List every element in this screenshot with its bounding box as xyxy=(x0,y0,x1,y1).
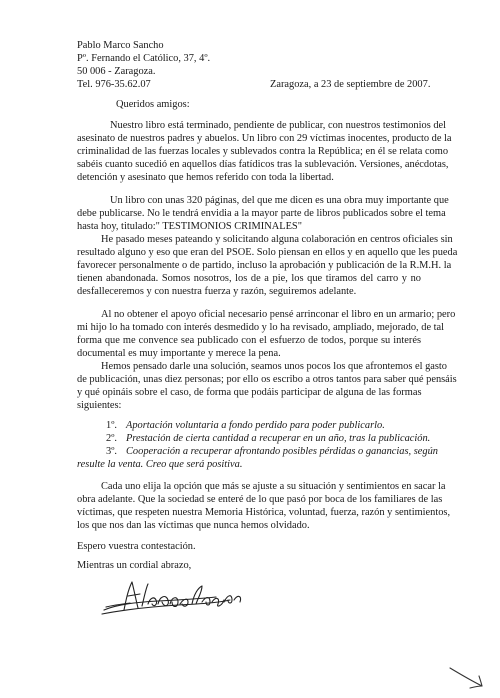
para1-line: Nuestro libro está terminado, pendiente de publicar, con nuestros testimonios del xyxy=(110,120,447,131)
para6-line: Cada uno elija la opción que más se ajuste a su situación y sentimientos en sacar la xyxy=(101,481,446,492)
option-text: Aportación voluntaria a fondo perdido para poder publicarlo. xyxy=(126,420,385,431)
sender-address-city: 50 006 - Zaragoza. xyxy=(77,66,156,77)
para3-line: tienen abandonada. Somos nosotros, los de a pie, los que tiramos del carro y no xyxy=(77,273,421,284)
para6-line: los que nos dan las víctimas que nunca hemos olvidado. xyxy=(77,520,310,531)
option-text: Prestación de cierta cantidad a recuperar en un año, tras la publicación. xyxy=(126,433,431,444)
option-number: 2º. xyxy=(106,433,118,444)
para3-line: resultado alguno y eso que eran del PSOE. Solo piensan en ellos y en aquello que les pueda xyxy=(77,247,458,258)
para1-line: sabéis cuanto sucedió en aquellos días fatídicos tras la sublevación. Versiones, anécdotas, xyxy=(77,159,449,170)
salutation: Queridos amigos: xyxy=(116,99,190,110)
para4-line: mi hijo lo ha tomado con interés desmedido y lo ha revisado, ampliado, mejorado, de tal xyxy=(77,322,445,333)
para5-line: siguientes: xyxy=(77,400,122,411)
para4-line: documental es muy importante y merece la pena. xyxy=(77,348,281,359)
para2-line: hasta hoy, titulado:" TESTIMONIOS CRIMINALES" xyxy=(77,221,302,232)
para1-line: asesinato de nuestros padres y abuelos. Un libro con 29 víctimas inocentes, producto de la xyxy=(77,133,452,144)
para5-line: y qué opináis sobre el caso, de forma que podáis participar de alguna de las formas xyxy=(77,387,422,398)
para3-line: desfalleceremos y con nuestra fuerza y razón, seguiremos adelante. xyxy=(77,286,357,297)
closing-line: Mientras un cordial abrazo, xyxy=(77,560,192,571)
place-date: Zaragoza, a 23 de septiembre de 2007. xyxy=(270,79,431,90)
para6-line: víctimas, que respeten nuestra Memoria Histórica, voluntad, fuerza, razón y sentimientos, xyxy=(77,507,451,518)
option-text-continued: resulte la venta. Creo que será positiva. xyxy=(77,459,243,470)
para4-line: forma que me convence sea publicado con el esfuerzo de todos, porque su interés xyxy=(77,335,421,346)
para2-line: Un libro con unas 320 páginas, del que me dicen es una obra muy importante que xyxy=(110,195,449,206)
para6-line: obra adelante. Que la sociedad se enteré de lo que pasó por boca de los familiares de las xyxy=(77,494,443,505)
handwritten-signature xyxy=(98,574,248,624)
sender-name: Pablo Marco Sancho xyxy=(77,40,164,51)
para3-line: He pasado meses pateando y solicitando alguna colaboración en centros oficiales sin xyxy=(101,234,453,245)
option-text: Cooperación a recuperar afrontando posibles pérdidas o ganancias, según xyxy=(126,446,438,457)
sender-address-street: Pº. Fernando el Católico, 37, 4º. xyxy=(77,53,211,64)
para4-line: Al no obtener el apoyo oficial necesario pensé arrinconar el libro en un armario; pero xyxy=(101,309,456,320)
arrow-icon xyxy=(448,664,488,692)
para3-line: favorecer personalmente o de partido, incluso la aprobación y publicación de la R.M.H. la xyxy=(77,260,452,271)
para5-line: de publicación, unas diez personas; por ello os escribo a otros tantos para saber qué pensáis xyxy=(77,374,457,385)
option-number: 1º. xyxy=(106,420,118,431)
option-number: 3º. xyxy=(106,446,118,457)
closing-line: Espero vuestra contestación. xyxy=(77,541,196,552)
sender-phone: Tel. 976-35.62.07 xyxy=(77,79,151,90)
para5-line: Hemos pensado darle una solución, seamos unos pocos los que afrontemos el gasto xyxy=(101,361,447,372)
para2-line: debe publicarse. No le tendrá envidia a la mayor parte de libros publicados sobre el tema xyxy=(77,208,446,219)
para1-line: criminalidad de las fuerzas locales y sublevados contra la República; en él se relata como xyxy=(77,146,449,157)
para1-line: detención y asesinato que hemos referido con toda la libertad. xyxy=(77,172,334,183)
